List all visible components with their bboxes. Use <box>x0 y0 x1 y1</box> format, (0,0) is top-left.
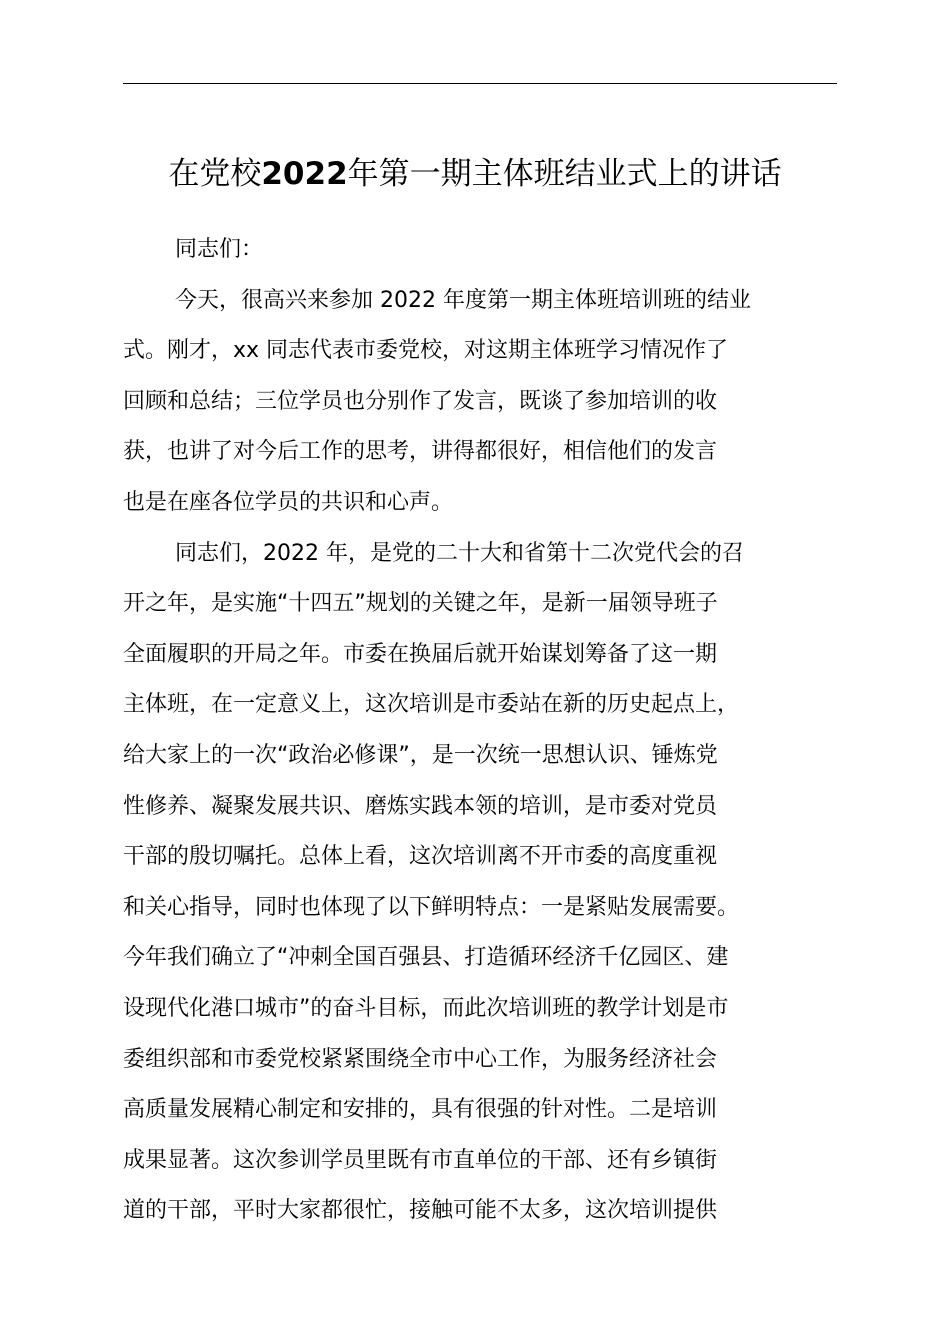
text-line: 和关心指导，同时也体现了以下鲜明特点：一是紧贴发展需要。 <box>123 894 740 920</box>
text-line: 今天，很高兴来参加 2022 年度第一期主体班培训班的结业 <box>175 287 751 313</box>
text-line: 性修养、凝聚发展共识、磨炼实践本领的培训，是市委对党员 <box>123 793 718 819</box>
text-line: 获，也讲了对今后工作的思考，讲得都很好，相信他们的发言 <box>123 439 718 465</box>
text-line: 同志们： <box>175 237 264 262</box>
text-line: 同志们，2022 年，是党的二十大和省第十二次党代会的召 <box>175 540 744 566</box>
text-line: 回顾和总结；三位学员也分别作了发言，既谈了参加培训的收 <box>123 388 718 414</box>
text-line: 高质量发展精心制定和安排的，具有很强的针对性。二是培训 <box>123 1097 718 1123</box>
text-line: 全面履职的开局之年。市委在换届后就开始谋划筹备了这一期 <box>123 641 718 667</box>
text-line: 开之年，是实施“十四五”规划的关键之年，是新一届领导班子 <box>123 591 718 617</box>
text-line: 设现代化港口城市”的奋斗目标，而此次培训班的教学计划是市 <box>123 995 729 1021</box>
header-rule <box>123 83 837 84</box>
text-line: 主体班，在一定意义上，这次培训是市委站在新的历史起点上， <box>123 692 740 718</box>
text-line: 委组织部和市委党校紧紧围绕全市中心工作，为服务经济社会 <box>123 1046 718 1072</box>
text-line: 也是在座各位学员的共识和心声。 <box>123 489 454 515</box>
text-line: 给大家上的一次“政治必修课”，是一次统一思想认识、锤炼党 <box>123 742 718 768</box>
title-year: 2022 <box>261 156 348 192</box>
title-suffix: 年第一期主体班结业式上的讲话 <box>347 156 782 192</box>
text-line: 成果显著。这次参训学员里既有市直单位的干部、还有乡镇街 <box>123 1147 718 1173</box>
title-prefix: 在党校 <box>168 156 262 192</box>
text-line: 今年我们确立了“冲刺全国百强县、打造循环经济千亿园区、建 <box>123 945 729 971</box>
text-line: 干部的殷切嘱托。总体上看，这次培训离不开市委的高度重视 <box>123 844 718 870</box>
page-title <box>0 150 950 198</box>
text-line: 道的干部，平时大家都很忙，接触可能不太多，这次培训提供 <box>123 1198 718 1224</box>
document-body <box>123 225 863 1237</box>
text-line: 式。刚才，xx 同志代表市委党校，对这期主体班学习情况作了 <box>123 338 729 364</box>
